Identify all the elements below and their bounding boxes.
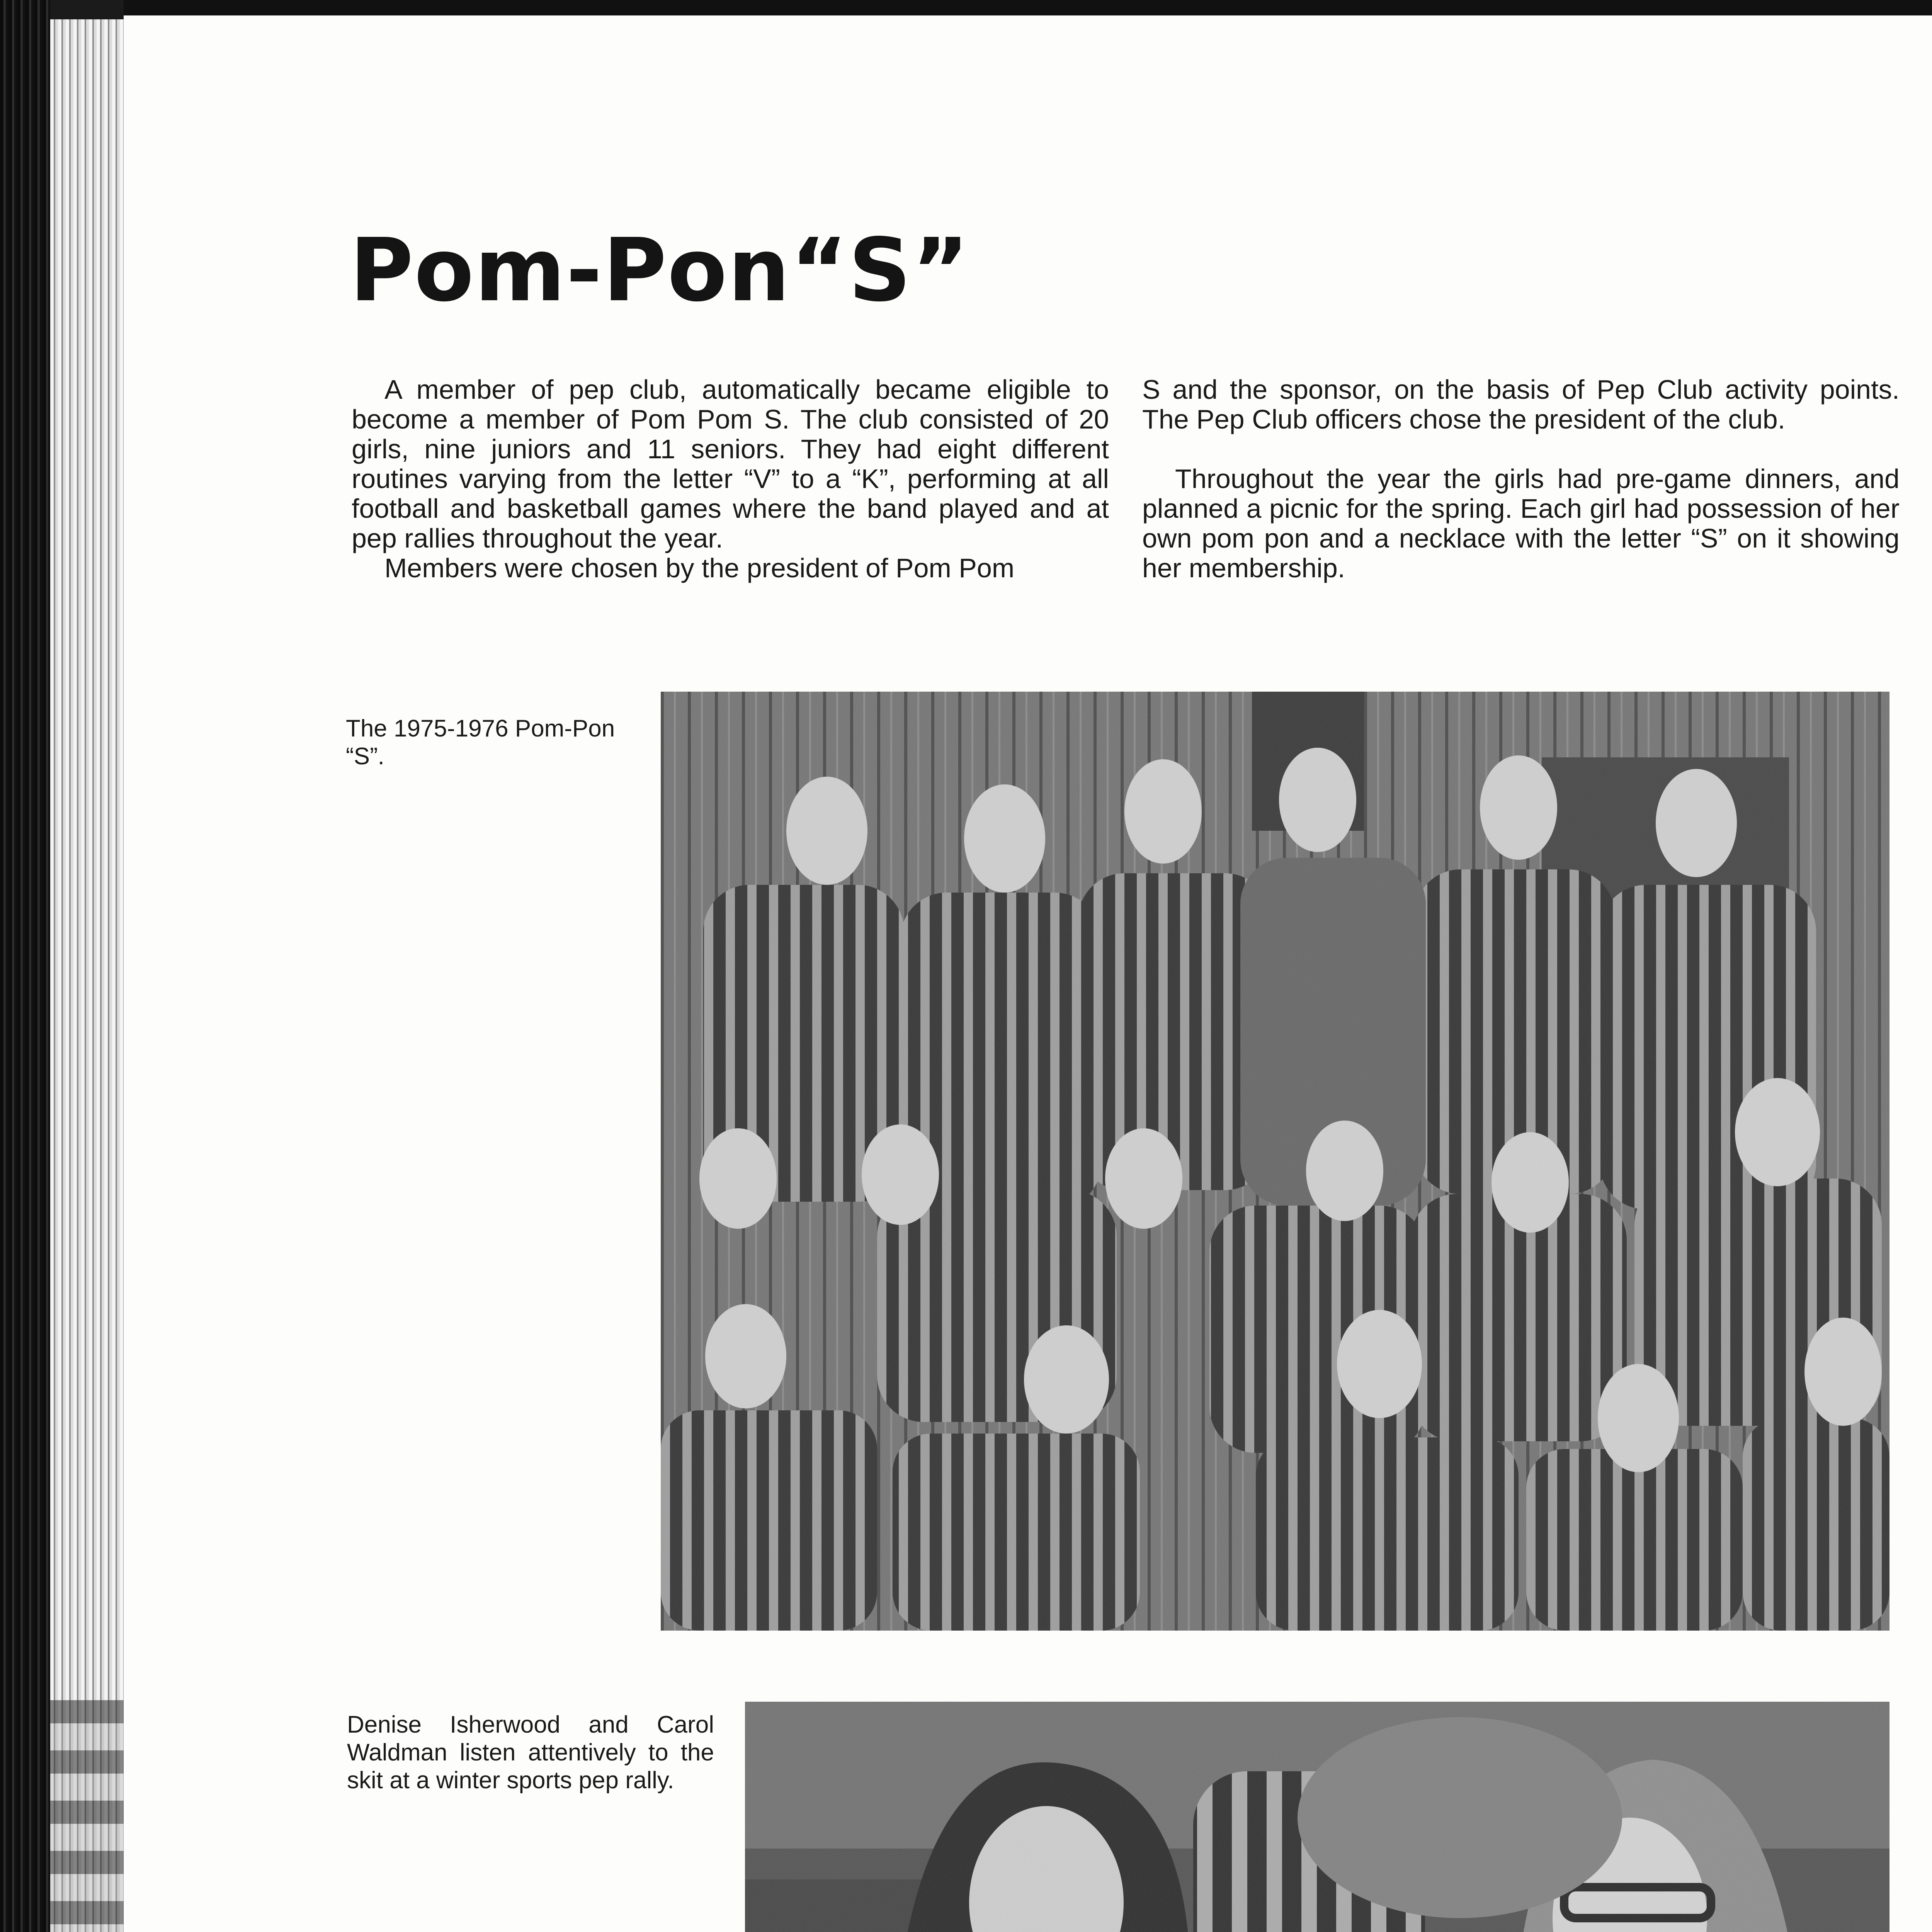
article-right-column — [1142, 375, 1900, 583]
book-binding — [0, 0, 50, 1932]
article-paragraph: Throughout the year the girls had pre-game dinners, and planned a picnic for the spring. Each girl had possession of her own pom pon and a necklace with the letter “S” on it showing her membership. — [1142, 464, 1900, 583]
article-left-column — [352, 375, 1109, 583]
scan-top-border — [124, 0, 1932, 15]
rally-photo — [745, 1702, 1889, 1932]
yearbook-page — [124, 15, 1932, 1932]
group-photo-caption: The 1975-1976 Pom-Pon “S”. — [346, 715, 615, 770]
page-edges — [50, 19, 124, 1932]
article-paragraph: A member of pep club, automatically became eligible to become a member of Pom Pom S. The club consisted of 20 girls, nine juniors and 11 seniors. They had eight different routines varying from the letter “V” to a “K”, performing at all football and basketball games where the band played and at pep rallies throughout the year. — [352, 374, 1109, 553]
page-title: Pom-Pon“S” — [350, 220, 970, 321]
group-photo — [661, 692, 1889, 1631]
rally-photo-caption: Denise Isherwood and Carol Waldman listen attentively to the skit at a winter sports pep rally. — [347, 1711, 714, 1794]
article-paragraph: Members were chosen by the president of Pom Pom — [384, 553, 1015, 583]
article-paragraph: S and the sponsor, on the basis of Pep Club activity points. The Pep Club officers chose the president of the club. — [1142, 374, 1900, 434]
